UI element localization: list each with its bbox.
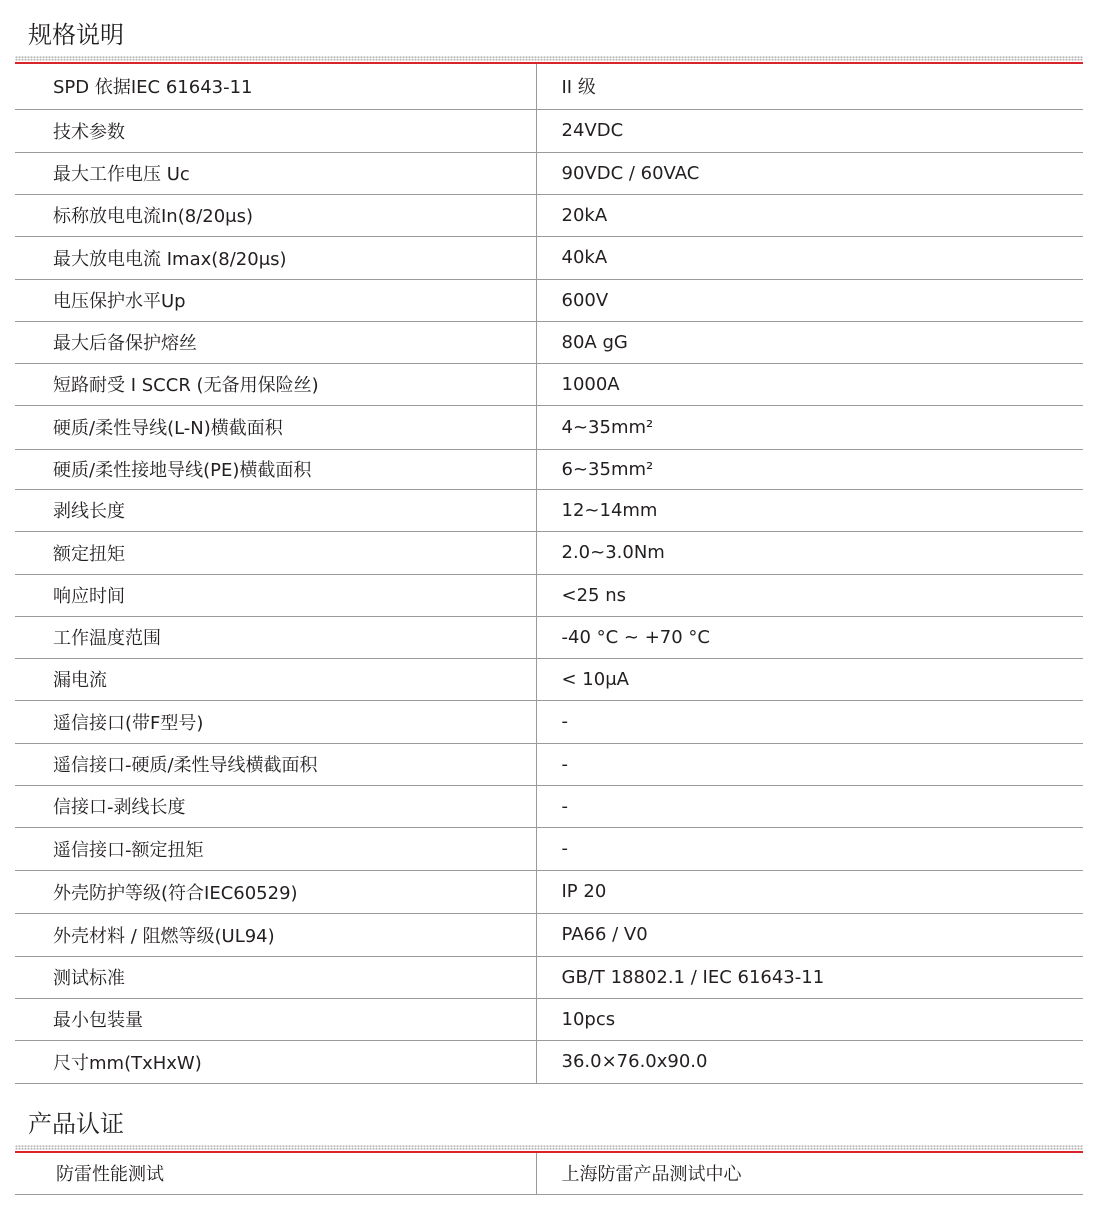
spec-value: -	[536, 700, 1083, 743]
spec-table	[15, 64, 1083, 1084]
spec-label: 最大后备保护熔丝	[15, 321, 536, 363]
table-row	[15, 1040, 1083, 1083]
spec-value: 2.0~3.0Nm	[536, 531, 1083, 574]
spec-value: < 10μA	[536, 658, 1083, 700]
spec-title-dotted-rule	[15, 56, 1083, 61]
spec-value: 10pcs	[536, 998, 1083, 1040]
table-row	[15, 616, 1083, 658]
spec-value: -	[536, 743, 1083, 785]
spec-section-title: 规格说明	[28, 21, 124, 49]
spec-label: 剥线长度	[15, 489, 536, 531]
table-row	[15, 956, 1083, 998]
spec-label: 测试标准	[15, 956, 536, 998]
table-row	[15, 194, 1083, 236]
spec-value: 12~14mm	[536, 489, 1083, 531]
spec-value: IP 20	[536, 870, 1083, 913]
spec-value: 6~35mm²	[536, 449, 1083, 489]
spec-label: 电压保护水平Up	[15, 279, 536, 321]
spec-value: 24VDC	[536, 109, 1083, 152]
table-row	[15, 658, 1083, 700]
spec-label: 技术参数	[15, 109, 536, 152]
spec-label: 外壳防护等级(符合IEC60529)	[15, 870, 536, 913]
spec-label: 短路耐受 I SCCR (无备用保险丝)	[15, 363, 536, 405]
spec-label: 最大放电电流 Imax(8/20μs)	[15, 236, 536, 279]
spec-label: 标称放电电流In(8/20μs)	[15, 194, 536, 236]
cert-title-dotted-rule	[15, 1145, 1083, 1150]
table-row	[15, 405, 1083, 449]
table-row	[15, 785, 1083, 827]
table-row	[15, 236, 1083, 279]
spec-value: 90VDC / 60VAC	[536, 152, 1083, 194]
table-row	[15, 700, 1083, 743]
table-row	[15, 321, 1083, 363]
spec-label: 遥信接口-额定扭矩	[15, 827, 536, 870]
spec-label: 硬质/柔性接地导线(PE)横截面积	[15, 449, 536, 489]
spec-value: 600V	[536, 279, 1083, 321]
spec-label: 遥信接口-硬质/柔性导线横截面积	[15, 743, 536, 785]
spec-label: 响应时间	[15, 574, 536, 616]
spec-value: 4~35mm²	[536, 405, 1083, 449]
spec-value: 80A gG	[536, 321, 1083, 363]
spec-label: 硬质/柔性导线(L-N)横截面积	[15, 405, 536, 449]
table-row	[15, 827, 1083, 870]
spec-value: -40 °C ~ +70 °C	[536, 616, 1083, 658]
spec-value: -	[536, 827, 1083, 870]
spec-label: 外壳材料 / 阻燃等级(UL94)	[15, 913, 536, 956]
spec-label: 最大工作电压 Uc	[15, 152, 536, 194]
spec-value: 36.0×76.0x90.0	[536, 1040, 1083, 1083]
spec-label: 额定扭矩	[15, 531, 536, 574]
table-row	[15, 1153, 1083, 1194]
cert-label: 防雷性能测试	[15, 1153, 536, 1194]
spec-value: GB/T 18802.1 / IEC 61643-11	[536, 956, 1083, 998]
spec-value: -	[536, 785, 1083, 827]
spec-label: 最小包装量	[15, 998, 536, 1040]
cert-value: 上海防雷产品测试中心	[536, 1153, 1083, 1194]
spec-label: 漏电流	[15, 658, 536, 700]
spec-value: <25 ns	[536, 574, 1083, 616]
table-row	[15, 489, 1083, 531]
table-row	[15, 64, 1083, 109]
spec-label: 尺寸mm(TxHxW)	[15, 1040, 536, 1083]
spec-label: SPD 依据IEC 61643-11	[15, 64, 536, 109]
table-row	[15, 363, 1083, 405]
table-row	[15, 531, 1083, 574]
spec-value: 1000A	[536, 363, 1083, 405]
table-row	[15, 913, 1083, 956]
spec-label: 遥信接口(带F型号)	[15, 700, 536, 743]
spec-label: 信接口-剥线长度	[15, 785, 536, 827]
table-row	[15, 870, 1083, 913]
table-row	[15, 449, 1083, 489]
spec-value: II 级	[536, 64, 1083, 109]
table-row	[15, 574, 1083, 616]
spec-value: 40kA	[536, 236, 1083, 279]
table-row	[15, 152, 1083, 194]
spec-label: 工作温度范围	[15, 616, 536, 658]
cert-section-title: 产品认证	[28, 1110, 124, 1138]
spec-value: PA66 / V0	[536, 913, 1083, 956]
table-row	[15, 743, 1083, 785]
table-row	[15, 109, 1083, 152]
spec-value: 20kA	[536, 194, 1083, 236]
table-row	[15, 998, 1083, 1040]
cert-table	[15, 1153, 1083, 1195]
table-row	[15, 279, 1083, 321]
